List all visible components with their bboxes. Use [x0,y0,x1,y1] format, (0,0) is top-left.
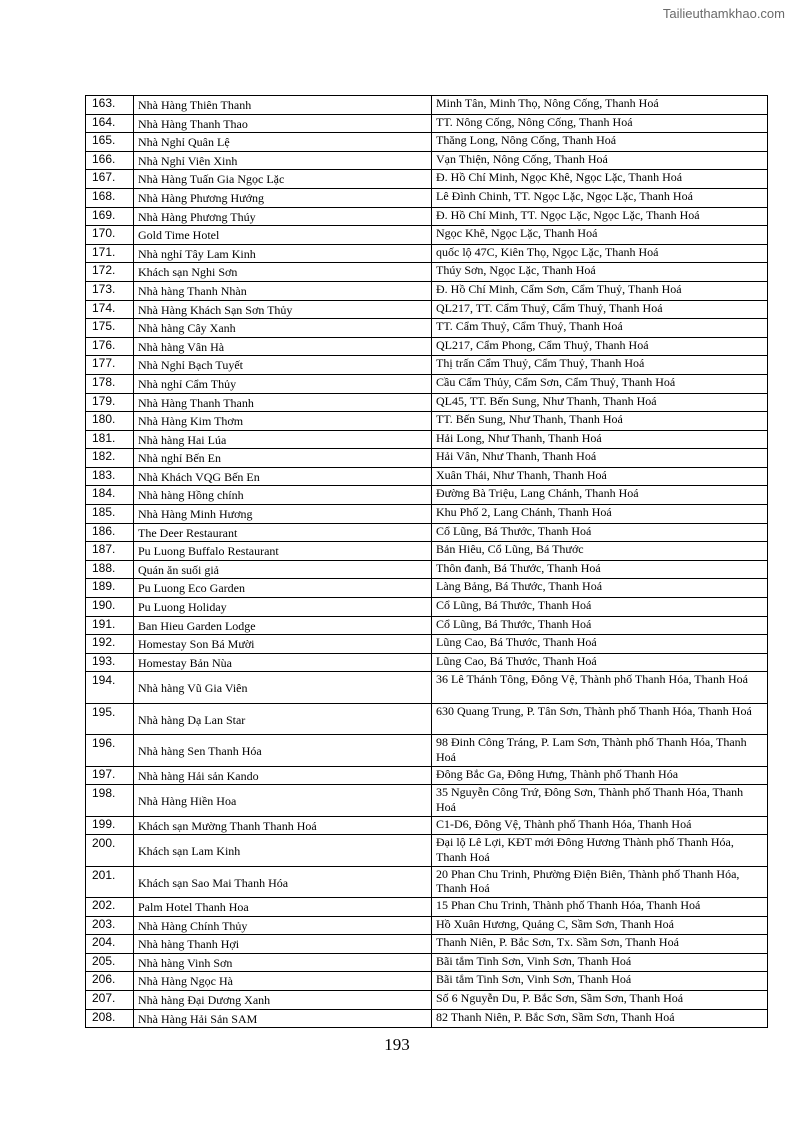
establishment-name: Nhà Hàng Phương Hướng [134,188,432,207]
table-row [86,635,768,654]
establishment-address: QL217, Cẩm Phong, Cẩm Thuỷ, Thanh Hoá [432,337,768,356]
table-row [86,114,768,133]
row-number: 163. [86,96,134,115]
row-number: 201. [86,866,134,897]
table-body [86,96,768,1028]
establishment-name: Khách sạn Sao Mai Thanh Hóa [134,866,432,897]
establishment-address: Đ. Hồ Chí Minh, Cẩm Sơn, Cẩm Thuỷ, Thanh Hoá [432,281,768,300]
establishment-address: Cổ Lũng, Bá Thước, Thanh Hoá [432,598,768,617]
establishment-address: Thôn đanh, Bá Thước, Thanh Hoá [432,560,768,579]
establishment-address: C1-D6, Đông Vệ, Thành phố Thanh Hóa, Thanh Hoá [432,816,768,835]
row-number: 188. [86,560,134,579]
table-row [86,263,768,282]
row-number: 172. [86,263,134,282]
row-number: 173. [86,281,134,300]
table-row [86,835,768,866]
establishment-address: TT. Cẩm Thuỷ, Cẩm Thuỷ, Thanh Hoá [432,319,768,338]
establishment-address: Vạn Thiện, Nông Cống, Thanh Hoá [432,151,768,170]
row-number: 192. [86,635,134,654]
establishment-address: Lũng Cao, Bá Thước, Thanh Hoá [432,635,768,654]
establishment-name: Khách sạn Nghi Sơn [134,263,432,282]
row-number: 194. [86,672,134,703]
page-number: 193 [384,1035,410,1054]
establishment-name: Nhà Hàng Tuấn Gia Ngọc Lặc [134,170,432,189]
establishment-name: Khách sạn Mường Thanh Thanh Hoá [134,816,432,835]
establishment-name: Nhà hàng Thanh Nhàn [134,281,432,300]
table-row [86,505,768,524]
establishment-address: Bãi tắm Tinh Sơn, Vinh Sơn, Thanh Hoá [432,972,768,991]
establishment-name: Nhà Hàng Kim Thơm [134,412,432,431]
row-number: 181. [86,430,134,449]
establishment-address: Đ. Hồ Chí Minh, TT. Ngọc Lặc, Ngọc Lặc, Thanh Hoá [432,207,768,226]
row-number: 186. [86,523,134,542]
table-row [86,96,768,115]
establishment-address: QL45, TT. Bến Sung, Như Thanh, Thanh Hoá [432,393,768,412]
row-number: 180. [86,412,134,431]
establishment-name: Nhà nghỉ Bến En [134,449,432,468]
table-row [86,653,768,672]
establishment-name: Homestay Son Bá Mười [134,635,432,654]
establishment-address: Hải Long, Như Thanh, Thanh Hoá [432,430,768,449]
establishment-name: Nhà Hàng Phương Thúy [134,207,432,226]
establishment-address: QL217, TT. Cẩm Thuỷ, Cẩm Thuỷ, Thanh Hoá [432,300,768,319]
table-row [86,226,768,245]
table-row [86,207,768,226]
establishment-address: Đ. Hồ Chí Minh, Ngọc Khê, Ngọc Lặc, Thanh Hoá [432,170,768,189]
table-row [86,281,768,300]
table-row [86,337,768,356]
establishment-name: Nhà hàng Vinh Sơn [134,953,432,972]
table-row [86,467,768,486]
establishment-name: Nhà Nghỉ Quân Lệ [134,133,432,152]
table-row [86,598,768,617]
row-number: 164. [86,114,134,133]
row-number: 205. [86,953,134,972]
establishment-address: Thúy Sơn, Ngọc Lặc, Thanh Hoá [432,263,768,282]
establishment-address: Làng Bảng, Bá Thước, Thanh Hoá [432,579,768,598]
table-row [86,616,768,635]
row-number: 178. [86,374,134,393]
table-row [86,766,768,785]
establishment-address: Đại lộ Lê Lợi, KĐT mới Đông Hương Thành phố Thanh Hóa, Thanh Hoá [432,835,768,866]
establishment-address: quốc lộ 47C, Kiên Thọ, Ngọc Lặc, Thanh Hoá [432,244,768,263]
row-number: 177. [86,356,134,375]
establishment-address: Đông Bắc Ga, Đông Hưng, Thành phố Thanh Hóa [432,766,768,785]
row-number: 207. [86,990,134,1009]
establishment-name: Nhà hàng Cây Xanh [134,319,432,338]
establishment-address: 20 Phan Chu Trinh, Phường Điện Biên, Thành phố Thanh Hóa, Thanh Hoá [432,866,768,897]
row-number: 167. [86,170,134,189]
establishment-address: 35 Nguyễn Công Trứ, Đông Sơn, Thành phố Thanh Hóa, Thanh Hoá [432,785,768,816]
row-number: 191. [86,616,134,635]
row-number: 196. [86,735,134,766]
establishment-name: Nhà hàng Dạ Lan Star [134,703,432,734]
row-number: 203. [86,916,134,935]
establishment-address: 36 Lê Thánh Tông, Đông Vệ, Thành phố Thanh Hóa, Thanh Hoá [432,672,768,703]
establishment-address: Bản Hiêu, Cổ Lũng, Bá Thước [432,542,768,561]
row-number: 204. [86,935,134,954]
establishment-name: Nhà hàng Sen Thanh Hóa [134,735,432,766]
row-number: 183. [86,467,134,486]
establishment-address: Minh Tân, Minh Thọ, Nông Cống, Thanh Hoá [432,96,768,115]
establishment-address: Ngọc Khê, Ngọc Lặc, Thanh Hoá [432,226,768,245]
establishment-name: Nhà Hàng Thanh Thanh [134,393,432,412]
row-number: 208. [86,1009,134,1028]
table-row [86,542,768,561]
establishment-address: Xuân Thái, Như Thanh, Thanh Hoá [432,467,768,486]
row-number: 206. [86,972,134,991]
establishment-name: Pu Luong Buffalo Restaurant [134,542,432,561]
table-row [86,319,768,338]
table-row [86,188,768,207]
table-row [86,816,768,835]
table-row [86,703,768,734]
establishment-address: Cổ Lũng, Bá Thước, Thanh Hoá [432,616,768,635]
row-number: 193. [86,653,134,672]
establishment-address: Thanh Niên, P. Bắc Sơn, Tx. Sầm Sơn, Thanh Hoá [432,935,768,954]
row-number: 168. [86,188,134,207]
table-row [86,916,768,935]
row-number: 165. [86,133,134,152]
establishment-name: Nhà Hàng Thanh Thao [134,114,432,133]
table-row [86,356,768,375]
establishment-name: Nhà nghỉ Cẩm Thủy [134,374,432,393]
establishment-address: Cổ Lũng, Bá Thước, Thanh Hoá [432,523,768,542]
establishment-address: Khu Phố 2, Lang Chánh, Thanh Hoá [432,505,768,524]
establishment-address: Thăng Long, Nông Cống, Thanh Hoá [432,133,768,152]
table-row [86,672,768,703]
row-number: 170. [86,226,134,245]
establishment-table [85,95,768,1028]
establishment-address: Thị trấn Cẩm Thuỷ, Cẩm Thuỷ, Thanh Hoá [432,356,768,375]
establishment-address: Bãi tắm Tinh Sơn, Vinh Sơn, Thanh Hoá [432,953,768,972]
table-row [86,866,768,897]
establishment-name: Quán ăn suối giả [134,560,432,579]
table-row [86,151,768,170]
establishment-name: Ban Hieu Garden Lodge [134,616,432,635]
establishment-address: TT. Bến Sung, Như Thanh, Thanh Hoá [432,412,768,431]
table-row [86,935,768,954]
table-row [86,990,768,1009]
table-row [86,735,768,766]
table-row [86,523,768,542]
row-number: 190. [86,598,134,617]
row-number: 179. [86,393,134,412]
establishment-name: Pu Luong Holiday [134,598,432,617]
table-row [86,393,768,412]
establishment-name: Nhà hàng Vân Hà [134,337,432,356]
establishment-address: Lũng Cao, Bá Thước, Thanh Hoá [432,653,768,672]
row-number: 199. [86,816,134,835]
row-number: 197. [86,766,134,785]
table-row [86,300,768,319]
row-number: 176. [86,337,134,356]
table-row [86,972,768,991]
establishment-address: TT. Nông Cống, Nông Cống, Thanh Hoá [432,114,768,133]
table-row [86,897,768,916]
table-row [86,374,768,393]
establishment-address: Số 6 Nguyễn Du, P. Bắc Sơn, Sầm Sơn, Thanh Hoá [432,990,768,1009]
establishment-name: Nhà Khách VQG Bến En [134,467,432,486]
establishment-address: Hồ Xuân Hương, Quảng C, Sầm Sơn, Thanh Hoá [432,916,768,935]
establishment-name: Nhà Hàng Ngọc Hà [134,972,432,991]
row-number: 169. [86,207,134,226]
establishment-name: The Deer Restaurant [134,523,432,542]
watermark: Tailieuthamkhao.com [662,6,785,21]
establishment-name: Nhà hàng Vũ Gia Viên [134,672,432,703]
establishment-name: Pu Luong Eco Garden [134,579,432,598]
table-row [86,244,768,263]
row-number: 171. [86,244,134,263]
row-number: 175. [86,319,134,338]
row-number: 166. [86,151,134,170]
row-number: 185. [86,505,134,524]
establishment-name: Palm Hotel Thanh Hoa [134,897,432,916]
establishment-address: Cầu Cẩm Thủy, Cẩm Sơn, Cẩm Thuỷ, Thanh Hoá [432,374,768,393]
establishment-name: Nhà Hàng Hiền Hoa [134,785,432,816]
establishment-name: Nhà hàng Thanh Hợi [134,935,432,954]
establishment-name: Nhà hàng Hải sản Kando [134,766,432,785]
table-row [86,449,768,468]
establishment-name: Nhà Hàng Chính Thủy [134,916,432,935]
table-row [86,133,768,152]
establishment-name: Nhà hàng Hai Lúa [134,430,432,449]
establishment-address: Đường Bà Triệu, Lang Chánh, Thanh Hoá [432,486,768,505]
row-number: 184. [86,486,134,505]
establishment-address: 15 Phan Chu Trinh, Thành phố Thanh Hóa, Thanh Hoá [432,897,768,916]
establishment-address: 98 Đinh Công Tráng, P. Lam Sơn, Thành phố Thanh Hóa, Thanh Hoá [432,735,768,766]
row-number: 202. [86,897,134,916]
row-number: 195. [86,703,134,734]
table-row [86,412,768,431]
establishment-address: 630 Quang Trung, P. Tân Sơn, Thành phố Thanh Hóa, Thanh Hoá [432,703,768,734]
table-row [86,170,768,189]
establishment-name: Nhà hàng Hồng chính [134,486,432,505]
establishment-address: Lê Đình Chinh, TT. Ngọc Lặc, Ngọc Lặc, Thanh Hoá [432,188,768,207]
table-row [86,579,768,598]
establishment-name: Homestay Bản Nùa [134,653,432,672]
table-row [86,1009,768,1028]
table-row [86,560,768,579]
row-number: 187. [86,542,134,561]
row-number: 189. [86,579,134,598]
establishment-address: 82 Thanh Niên, P. Bắc Sơn, Sầm Sơn, Thanh Hoá [432,1009,768,1028]
row-number: 174. [86,300,134,319]
table-row [86,486,768,505]
table-row [86,785,768,816]
establishment-name: Nhà Hàng Thiên Thanh [134,96,432,115]
establishment-name: Gold Time Hotel [134,226,432,245]
establishment-name: Nhà Nghỉ Viên Xinh [134,151,432,170]
establishment-name: Nhà Nghỉ Bạch Tuyết [134,356,432,375]
row-number: 200. [86,835,134,866]
establishment-address: Hải Vân, Như Thanh, Thanh Hoá [432,449,768,468]
establishment-name: Nhà Hàng Khách Sạn Sơn Thủy [134,300,432,319]
establishment-name: Nhà Hàng Hải Sản SAM [134,1009,432,1028]
establishment-name: Nhà hàng Đại Dương Xanh [134,990,432,1009]
establishment-name: Nhà nghỉ Tây Lam Kinh [134,244,432,263]
row-number: 182. [86,449,134,468]
establishment-name: Nhà Hàng Minh Hương [134,505,432,524]
table-row [86,953,768,972]
establishment-name: Khách sạn Lam Kinh [134,835,432,866]
row-number: 198. [86,785,134,816]
table-row [86,430,768,449]
